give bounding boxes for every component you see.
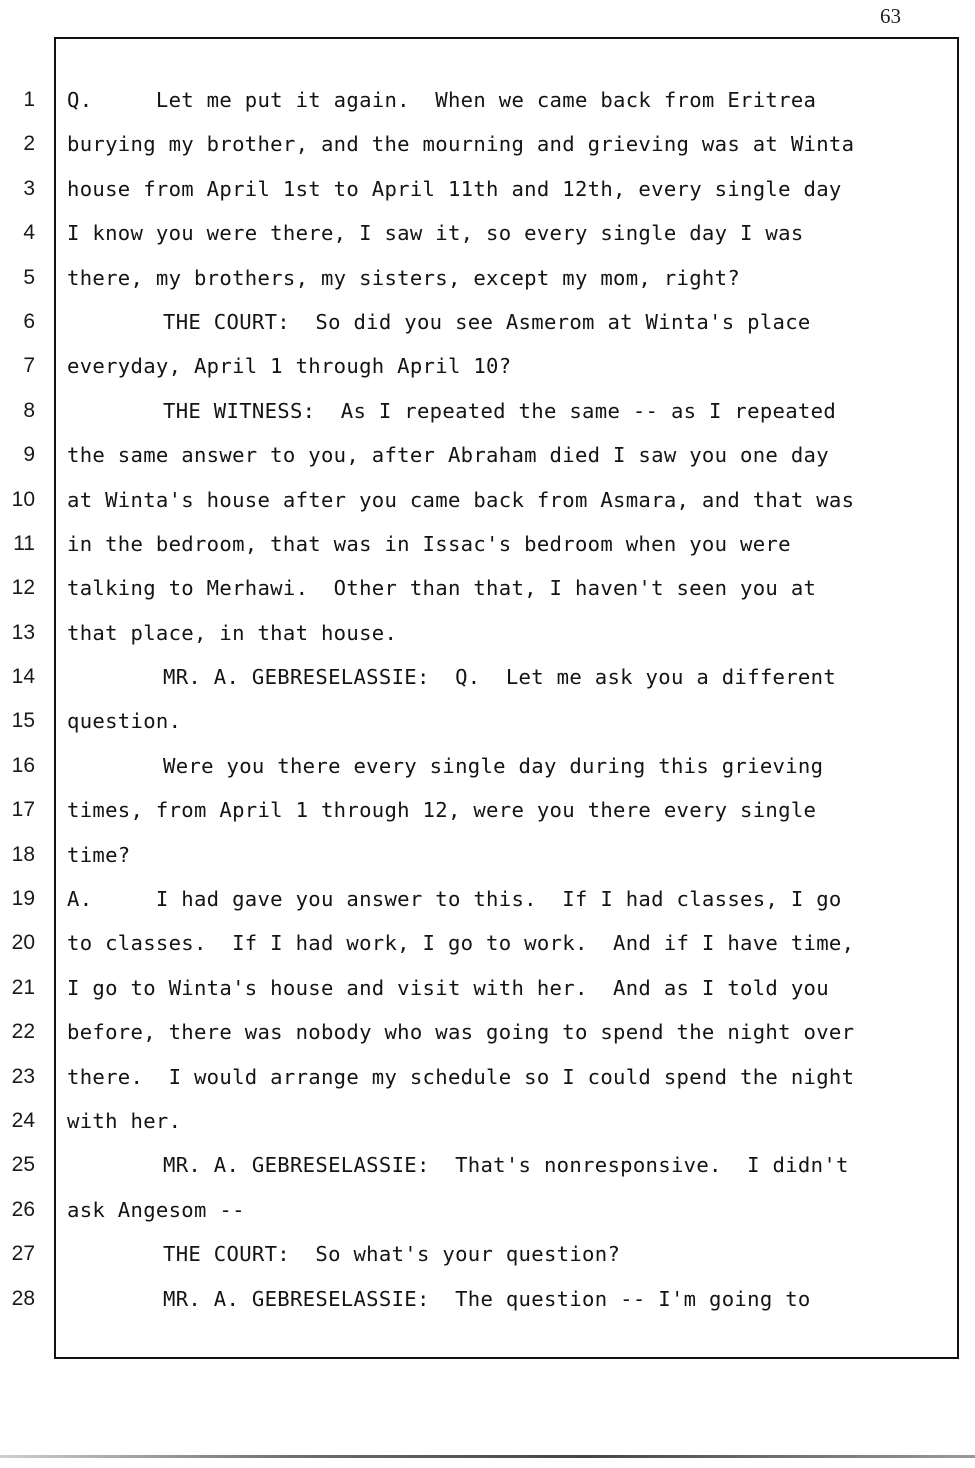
line-number: 18 xyxy=(11,842,35,866)
transcript-line: everyday, April 1 through April 10? xyxy=(67,354,512,379)
line-number: 23 xyxy=(11,1064,35,1088)
page-number: 63 xyxy=(880,4,901,28)
line-number: 25 xyxy=(11,1153,35,1177)
transcript-line: at Winta's house after you came back from Asmara, and that was xyxy=(67,487,855,512)
transcript-line: MR. A. GEBRESELASSIE: That's nonresponsive. I didn't xyxy=(163,1153,849,1178)
line-number: 19 xyxy=(11,887,35,911)
transcript-line: THE COURT: So what's your question? xyxy=(163,1242,621,1267)
page-bottom-rule xyxy=(0,1455,975,1458)
transcript-line: before, there was nobody who was going to spend the night over xyxy=(67,1020,855,1045)
transcript-line: THE WITNESS: As I repeated the same -- as I repeated xyxy=(163,398,837,423)
transcript-line: I know you were there, I saw it, so every single day I was xyxy=(67,221,804,246)
transcript-line: that place, in that house. xyxy=(67,620,398,645)
transcript-line: with her. xyxy=(67,1108,182,1133)
line-number: 8 xyxy=(23,398,35,422)
transcript-line: in the bedroom, that was in Issac's bedroom when you were xyxy=(67,531,791,556)
transcript-line: time? xyxy=(67,842,131,867)
transcript-line: MR. A. GEBRESELASSIE: The question -- I'm going to xyxy=(163,1286,811,1311)
line-number: 4 xyxy=(23,221,35,245)
transcript-line: times, from April 1 through 12, were you there every single xyxy=(67,798,817,823)
transcript-line: question. xyxy=(67,709,182,734)
line-number: 7 xyxy=(23,354,35,378)
line-number: 13 xyxy=(11,620,35,644)
line-number: 17 xyxy=(11,798,35,822)
transcript-line: Q. Let me put it again. When we came back from Eritrea xyxy=(67,88,817,112)
transcript-line: there, my brothers, my sisters, except my mom, right? xyxy=(67,265,741,290)
line-number: 2 xyxy=(23,132,35,156)
transcript-line: burying my brother, and the mourning and grieving was at Winta xyxy=(67,132,855,157)
line-number: 6 xyxy=(23,309,35,333)
line-number: 9 xyxy=(23,443,35,467)
line-number-column xyxy=(0,78,44,1321)
line-number: 27 xyxy=(11,1242,35,1266)
line-number: 22 xyxy=(11,1020,35,1044)
transcript-line: A. I had gave you answer to this. If I had classes, I go xyxy=(67,887,842,912)
line-number: 11 xyxy=(13,531,35,555)
transcript-line: ask Angesom -- xyxy=(67,1197,245,1222)
transcript-line: Were you there every single day during this grieving xyxy=(163,753,824,778)
transcript-line: house from April 1st to April 11th and 12th, every single day xyxy=(67,176,842,201)
transcript-line: to classes. If I had work, I go to work. And if I have time, xyxy=(67,931,855,956)
line-number: 5 xyxy=(23,265,35,289)
transcript-line: talking to Merhawi. Other than that, I haven't seen you at xyxy=(67,576,817,601)
line-number: 20 xyxy=(11,931,35,955)
line-number: 15 xyxy=(11,709,35,733)
transcript-line: I go to Winta's house and visit with her. And as I told you xyxy=(67,975,829,1000)
transcript-line: the same answer to you, after Abraham died I saw you one day xyxy=(67,443,829,468)
line-number: 16 xyxy=(11,753,35,777)
transcript-line: THE COURT: So did you see Asmerom at Winta's place xyxy=(163,309,811,334)
line-number: 26 xyxy=(11,1197,35,1221)
line-number: 10 xyxy=(11,487,35,511)
transcript-line: there. I would arrange my schedule so I could spend the night xyxy=(67,1064,855,1089)
line-number: 3 xyxy=(23,176,35,200)
line-number: 1 xyxy=(23,88,35,111)
line-number: 21 xyxy=(11,975,35,999)
line-number: 14 xyxy=(11,665,35,689)
transcript-line: MR. A. GEBRESELASSIE: Q. Let me ask you a different xyxy=(163,665,837,690)
line-number: 28 xyxy=(11,1286,35,1310)
line-number: 12 xyxy=(11,576,35,600)
transcript-text xyxy=(67,78,947,1321)
line-number: 24 xyxy=(11,1108,35,1132)
